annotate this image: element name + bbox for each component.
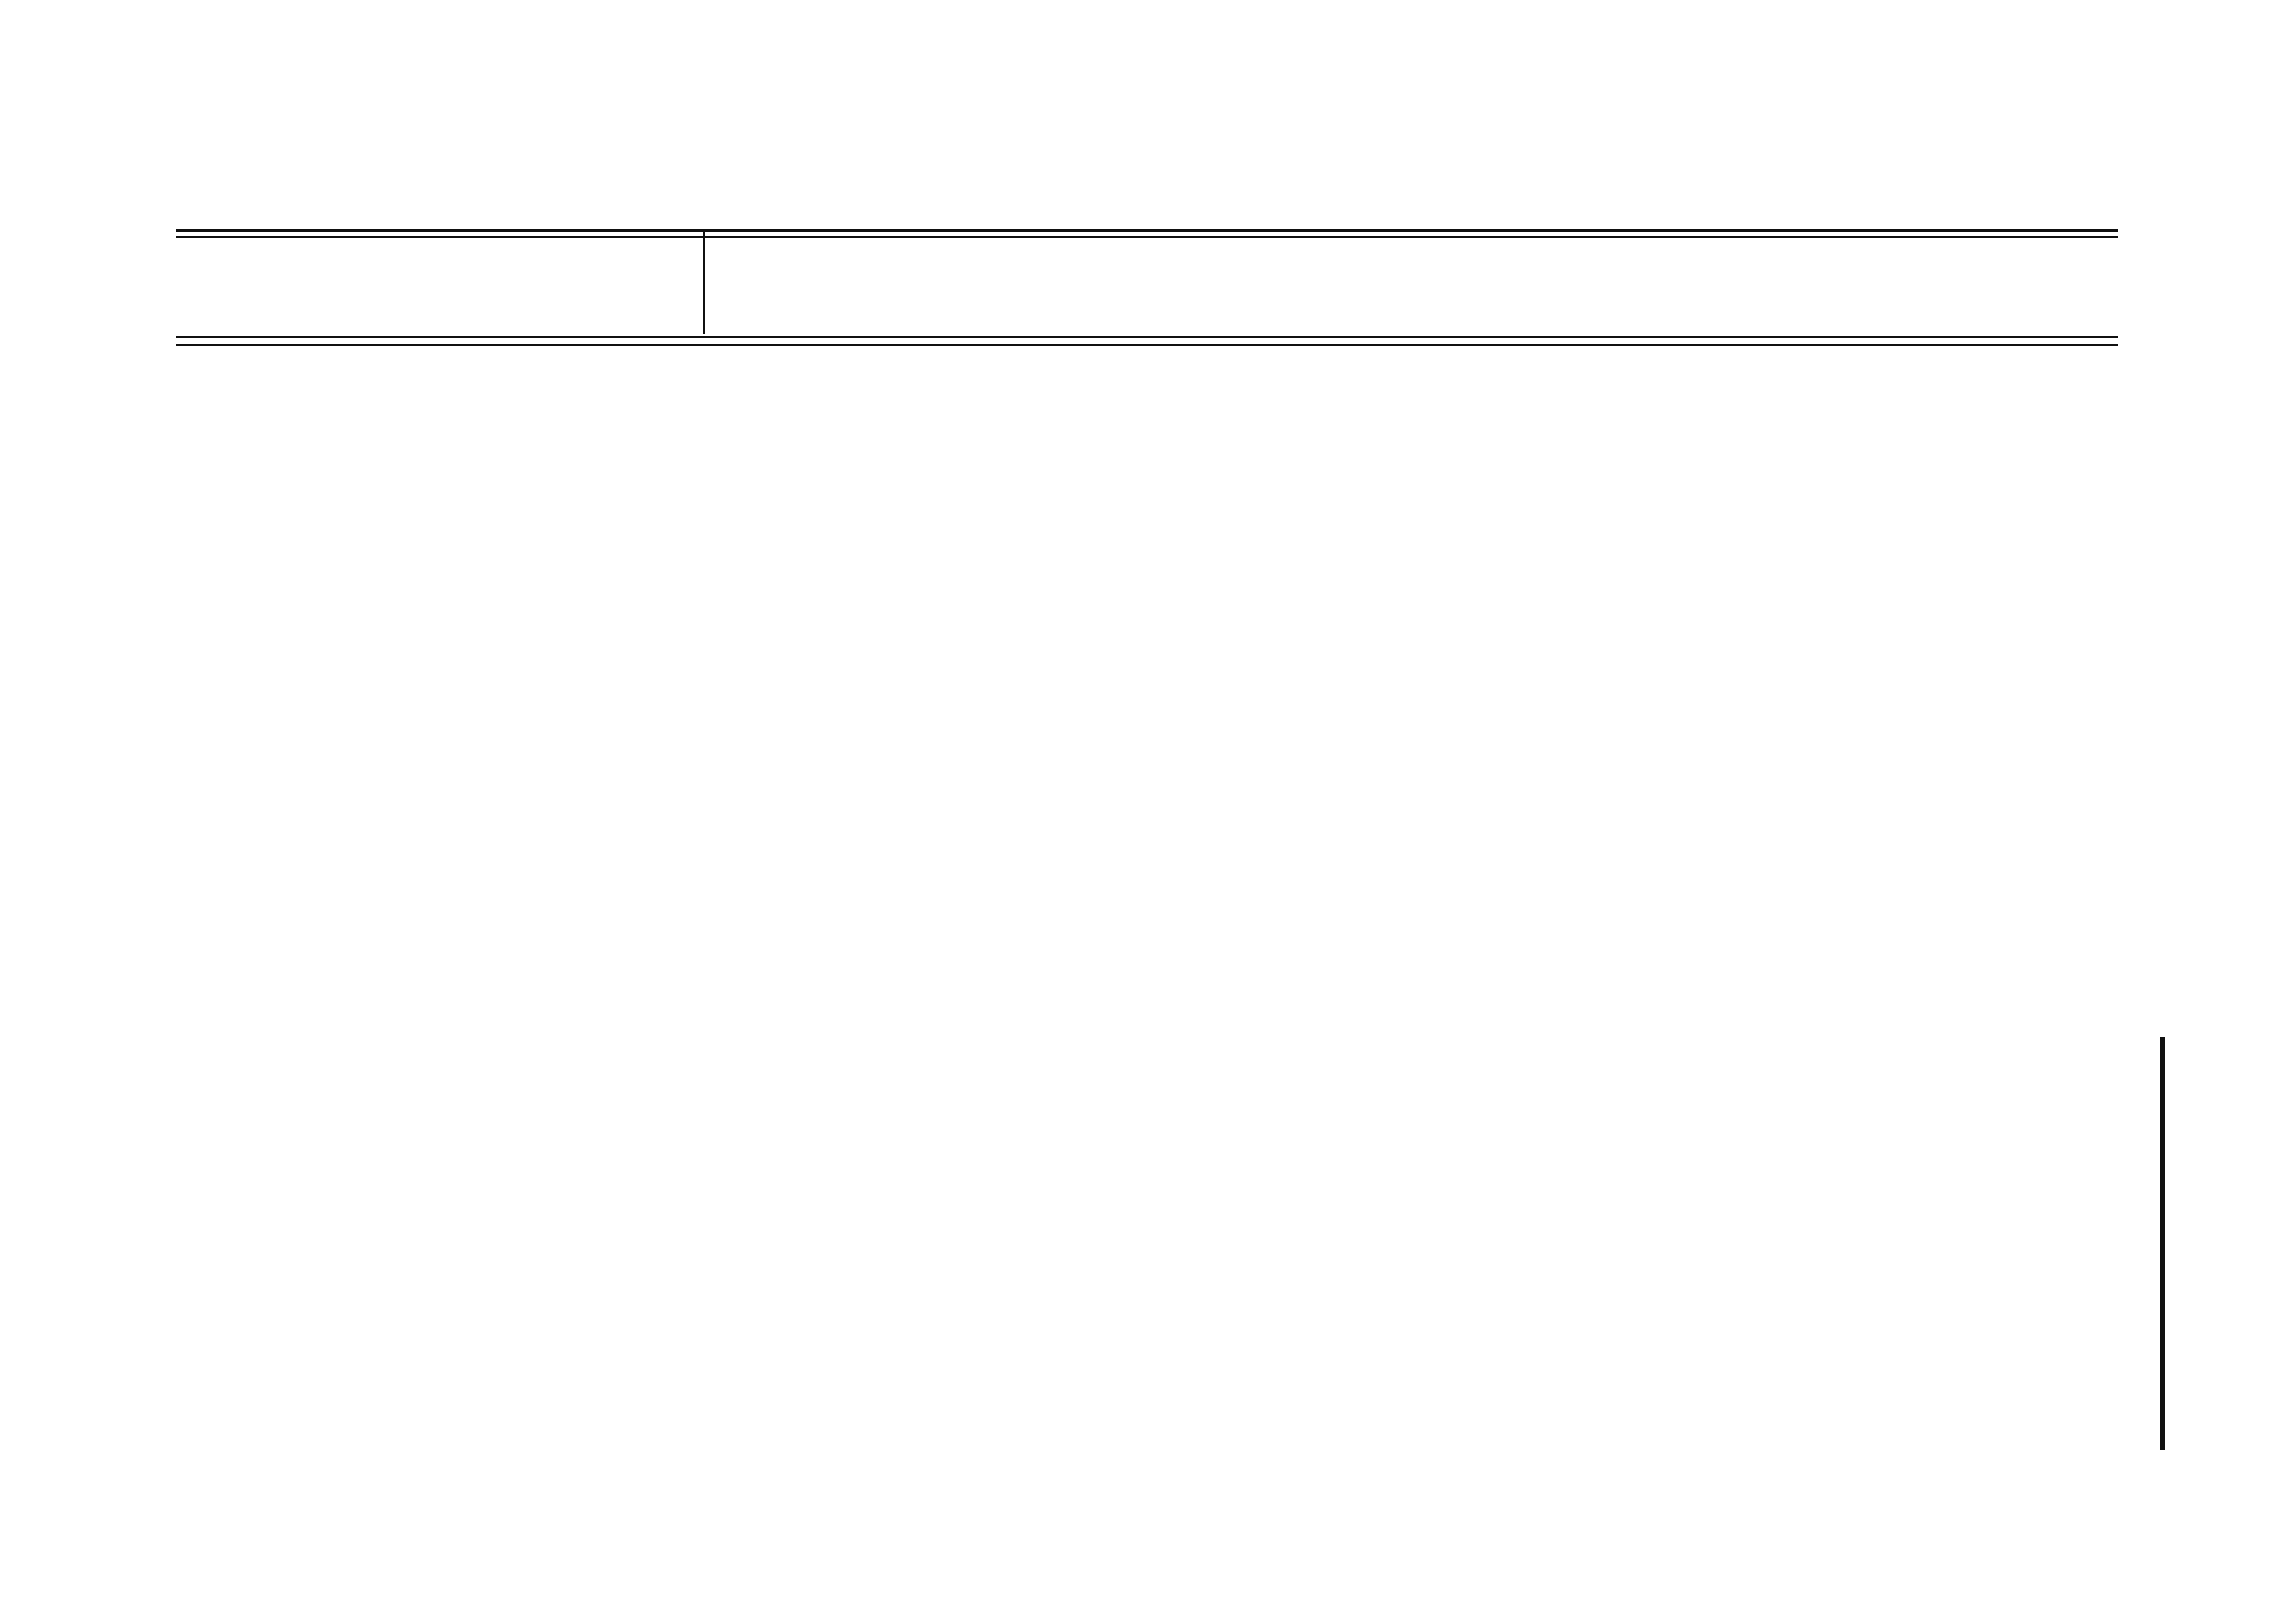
top-rule-thin (176, 236, 2118, 238)
top-rule (176, 229, 2118, 232)
side-rule (2160, 1037, 2165, 1450)
header-divider (703, 230, 705, 334)
header-rule-1 (176, 336, 2118, 338)
header-rule-2 (176, 344, 2118, 346)
